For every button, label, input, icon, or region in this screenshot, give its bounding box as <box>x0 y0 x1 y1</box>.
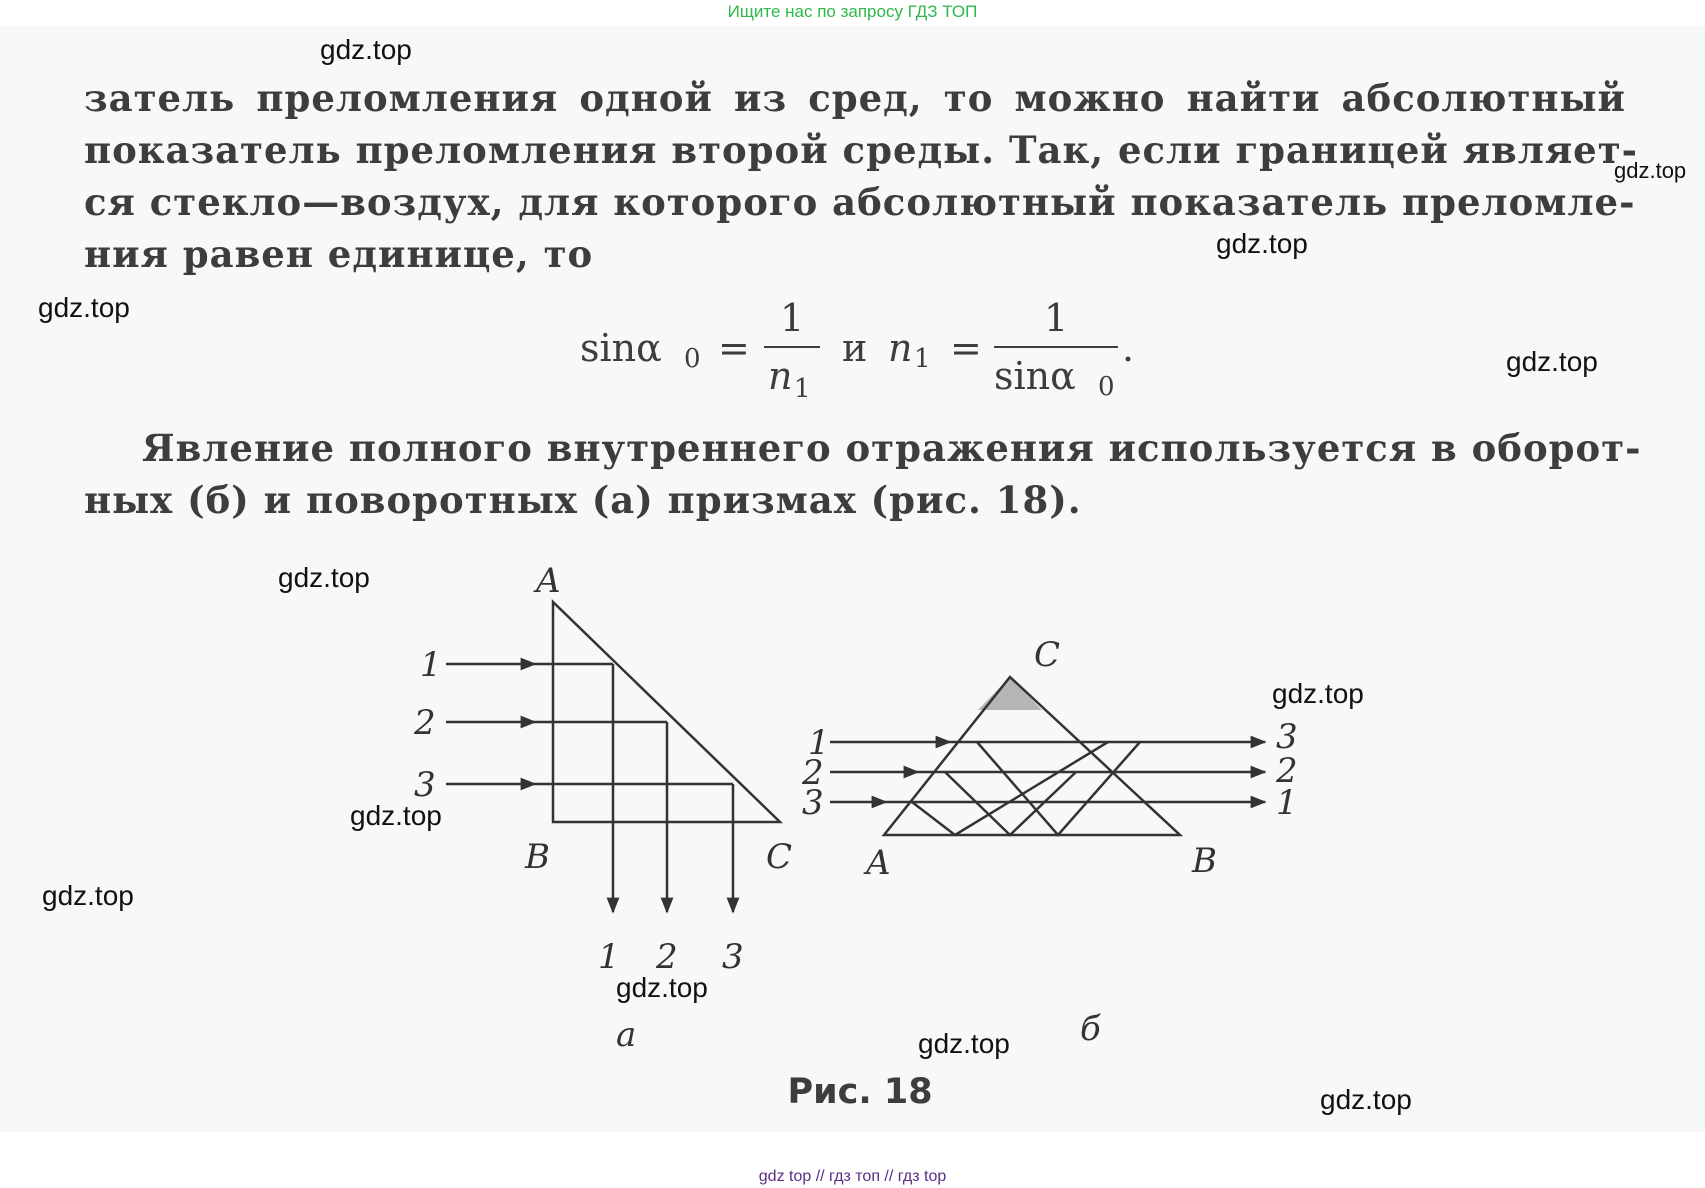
watermark-11: gdz.top <box>918 1028 1010 1059</box>
prism-a-vertex-a: A <box>536 561 561 601</box>
prism-a-ray-label-out-1: 1 <box>598 937 620 977</box>
formula-den-sub0: 0 <box>1098 372 1115 402</box>
formula-den-sub1-1: 1 <box>794 374 811 404</box>
prism-a-vertex-c: C <box>766 837 793 877</box>
prism-a-ray-label-out-2: 2 <box>656 937 678 977</box>
formula-den-sin: sinα <box>994 354 1076 398</box>
prism-a-vertex-b: B <box>525 837 550 877</box>
paragraph-1-line-2: показатель преломления второй среды. Так, если границей являет- <box>84 128 1639 172</box>
watermark-2: gdz.top <box>1614 158 1687 183</box>
formula-n: n <box>888 326 913 370</box>
formula-sin-left: sinα <box>580 326 662 370</box>
prism-a-ray-label-in-2: 2 <box>414 703 436 743</box>
formula-period: . <box>1122 326 1135 370</box>
watermark-5: gdz.top <box>1506 346 1598 377</box>
footer-links[interactable]: gdz top // гдз топ // гдз top <box>758 1168 947 1185</box>
paragraph-2-line-1: Явление полного внутреннего отражения используется в оборот- <box>142 426 1642 470</box>
prism-a <box>446 602 780 912</box>
formula-eq-2: = <box>950 326 982 370</box>
prism-b-ray-path-3a <box>912 742 1108 835</box>
prism-a-ray-label-in-1: 1 <box>420 645 442 685</box>
watermark-9: gdz.top <box>42 880 134 911</box>
prism-a-ray-label-in-3: 3 <box>414 765 436 805</box>
prism-b-vertex-c: C <box>1034 635 1061 675</box>
watermark-8: gdz.top <box>350 800 442 831</box>
prism-b <box>830 677 1265 835</box>
watermark-10: gdz.top <box>616 972 708 1003</box>
watermark-6: gdz.top <box>278 562 370 593</box>
formula-den-n-1: n <box>768 354 793 398</box>
figure-caption: Рис. 18 <box>787 1072 933 1112</box>
prism-b-ray-label-in-3: 3 <box>802 783 824 823</box>
prism-b-vertex-a: A <box>866 843 891 883</box>
paragraph-2-line-2: ных (б) и поворотных (а) призмах (рис. 18). <box>84 478 1082 522</box>
formula-num-1: 1 <box>780 296 805 340</box>
prism-a-ray-label-out-3: 3 <box>722 937 744 977</box>
watermark-3: gdz.top <box>1216 228 1308 259</box>
paragraph-1-line-3: ся стекло—воздух, для которого абсолютный показатель преломле- <box>84 180 1636 224</box>
watermark-1: gdz.top <box>320 34 412 65</box>
watermark-4: gdz.top <box>38 292 130 323</box>
prism-b-ray-label-out-1: 1 <box>1276 783 1298 823</box>
prism-a-label: а <box>616 1015 637 1055</box>
formula-sub0-left: 0 <box>684 344 701 374</box>
prism-b-ray-label-out-2: 2 <box>1276 751 1298 791</box>
formula-eq-1: = <box>718 326 750 370</box>
watermark-7: gdz.top <box>1272 678 1364 709</box>
prism-b-vertex-b: B <box>1192 841 1217 881</box>
paragraph-1-line-1: затель преломления одной из сред, то можно найти абсолютный <box>84 76 1626 120</box>
prism-b-ray-label-out-3: 3 <box>1276 717 1298 757</box>
prism-b-ray-label-in-1: 1 <box>808 723 830 763</box>
paragraph-1-line-4: ния равен единице, то <box>84 232 594 276</box>
top-banner[interactable]: Ищите нас по запросу ГДЗ ТОП <box>727 2 978 21</box>
prism-b-ray-label-in-2: 2 <box>802 753 824 793</box>
watermark-12: gdz.top <box>1320 1084 1412 1115</box>
formula-and: и <box>842 326 868 370</box>
formula-num-2: 1 <box>1044 296 1069 340</box>
prism-b-label: б <box>1080 1009 1101 1049</box>
formula-n-sub1: 1 <box>914 344 931 374</box>
